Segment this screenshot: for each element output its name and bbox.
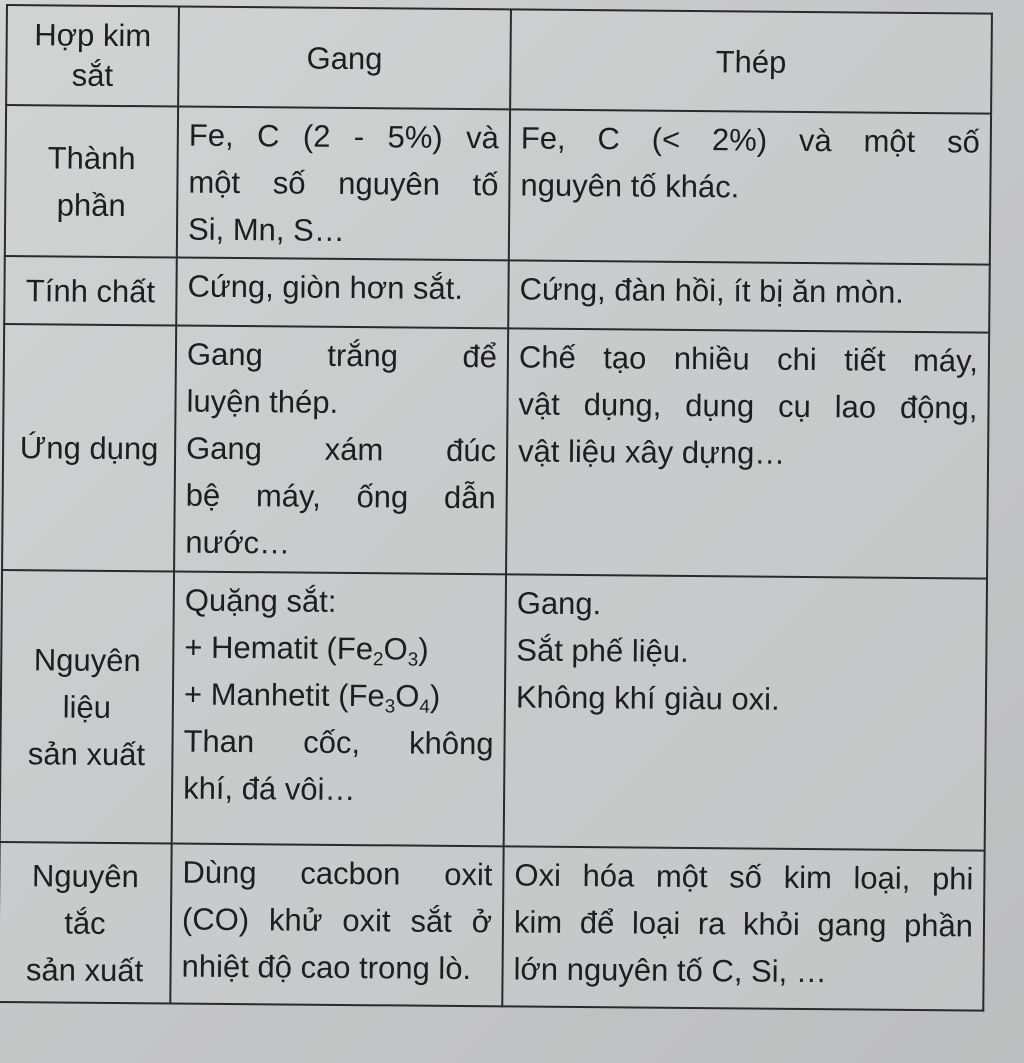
row-label-raw-materials (0, 570, 174, 843)
cell-line: luyện thép. (186, 383, 339, 420)
cell-thep-applications (506, 328, 989, 578)
cell-gang-applications (174, 325, 508, 574)
cell-line: Fe, C (< 2%) và một số (520, 120, 980, 160)
formula-subscript: 2 (372, 649, 384, 671)
cell-line: Cứng, đàn hồi, ít bị ăn mòn. (519, 271, 905, 310)
cell-thep-production-principle (502, 846, 984, 1010)
formula-text: O (383, 631, 408, 667)
formula-text: ) (418, 631, 429, 667)
cell-line: vật dụng, dụng cụ lao động, (518, 386, 978, 426)
cell-line: Gang trắng để (186, 336, 498, 375)
corner-header-line: sắt (71, 57, 114, 93)
row-label-production-principle (0, 842, 172, 1003)
textbook-page (0, 4, 1008, 1033)
cell-line: Than cốc, không (183, 723, 494, 762)
cell-line: Si, Mn, S… (187, 211, 345, 248)
cell-line: Chế tạo nhiều chi tiết máy, (518, 339, 979, 379)
cell-line: Gang xám đúc (185, 430, 497, 469)
table-row-raw-materials (0, 570, 987, 851)
cell-line-hematit (184, 624, 494, 674)
table-row-composition (5, 105, 991, 265)
cell-line: Quặng sắt: (184, 582, 337, 619)
row-label-line: tắc (64, 905, 106, 941)
row-label-applications (2, 324, 176, 571)
table-row-properties (4, 256, 990, 333)
cell-line-manhetit (184, 671, 494, 721)
column-header-thep: Thép (510, 9, 992, 113)
row-label-line: liệu (62, 689, 112, 725)
row-label-line: sản xuất (27, 735, 146, 772)
corner-header-cell (6, 5, 179, 106)
row-label-line: phần (56, 186, 126, 223)
formula-text: ) (429, 678, 441, 714)
column-header-gang: Gang (178, 7, 511, 110)
formula-text: + Hematit (Fe (184, 629, 374, 667)
cell-line: lớn nguyên tố C, Si, … (513, 951, 828, 990)
table-row-applications (2, 324, 989, 579)
corner-header-line: Hợp kim (34, 17, 152, 54)
cell-thep-composition (509, 109, 991, 264)
cell-line: nhiệt độ cao trong lò. (181, 948, 472, 987)
cell-line: Dùng cacbon oxit (182, 854, 493, 893)
formula-text: O (395, 678, 420, 714)
cell-line: kim để loại ra khỏi gang phần (513, 904, 974, 944)
formula-subscript: 4 (419, 696, 430, 718)
row-label-line: Tính chất (25, 272, 156, 309)
row-label-line: Ứng dụng (19, 429, 159, 466)
table-row-production-principle (0, 842, 985, 1011)
row-label-line: Nguyên (31, 857, 139, 894)
cell-line: bệ máy, ống dẫn (185, 477, 496, 516)
row-label-line: Nguyên (33, 641, 141, 678)
cell-line: vật liệu xây dựng… (517, 433, 786, 471)
cell-line: (CO) khử oxit sắt ở (181, 901, 493, 940)
cell-line: Fe, C (2 - 5%) và (188, 117, 500, 156)
cell-line: nguyên tố khác. (520, 167, 740, 205)
header-row (6, 5, 992, 114)
cell-line: Sắt phế liệu. (516, 632, 689, 669)
cell-line: Không khí giàu oxi. (515, 679, 780, 717)
row-label-line: Thành (47, 139, 136, 176)
cell-line: Gang. (516, 585, 602, 622)
formula-subscript: 3 (384, 696, 396, 718)
cell-line: Oxi hóa một số kim loại, phi (514, 857, 974, 897)
iron-alloy-comparison-table (0, 4, 993, 1012)
row-label-properties (4, 256, 177, 325)
row-label-line: sản xuất (25, 951, 144, 988)
cell-gang-composition (177, 107, 510, 261)
cell-line: Cứng, giòn hơn sắt. (187, 268, 464, 306)
cell-line: một số nguyên tố (188, 164, 499, 203)
cell-gang-properties (176, 258, 509, 329)
row-label-composition (5, 105, 178, 257)
cell-thep-raw-materials (504, 574, 987, 850)
cell-gang-production-principle (170, 843, 503, 1006)
cell-gang-raw-materials (172, 571, 506, 846)
cell-line: khí, đá vôi… (183, 770, 356, 808)
cell-line: nước… (185, 524, 291, 561)
cell-thep-properties (508, 260, 990, 332)
formula-subscript: 3 (407, 649, 419, 671)
formula-text: + Manhetit (Fe (183, 676, 385, 714)
